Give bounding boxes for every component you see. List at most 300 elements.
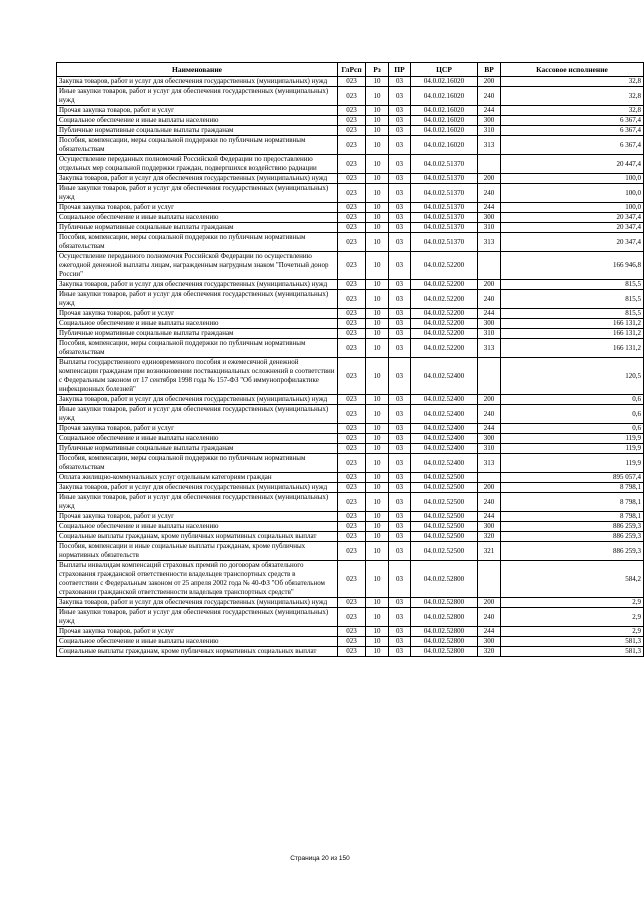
cell-vr: 244 (478, 203, 501, 213)
cell-rz: 10 (366, 493, 389, 512)
cell-rz: 10 (366, 358, 389, 395)
cell-pr: 03 (389, 309, 411, 319)
cell-csr: 04.0.02.52800 (411, 627, 478, 637)
table-row (57, 512, 644, 522)
cell-name: Закупка товаров, работ и услуг для обеспечения государственных (муниципальных) нужд (57, 598, 338, 608)
cell-amount: 166 131,2 (501, 329, 644, 339)
cell-grbs: 023 (338, 647, 366, 657)
cell-csr: 04.0.02.52200 (411, 339, 478, 358)
cell-name: Иные закупки товаров, работ и услуг для обеспечения государственных (муниципальных) нужд (57, 493, 338, 512)
cell-rz: 10 (366, 444, 389, 454)
cell-pr: 03 (389, 405, 411, 424)
cell-amount: 6 367,4 (501, 136, 644, 155)
cell-vr: 244 (478, 106, 501, 116)
cell-grbs: 023 (338, 444, 366, 454)
cell-name: Публичные нормативные социальные выплаты гражданам (57, 444, 338, 454)
cell-pr: 03 (389, 434, 411, 444)
cell-amount: 119,9 (501, 434, 644, 444)
cell-grbs: 023 (338, 358, 366, 395)
cell-pr: 03 (389, 454, 411, 473)
cell-vr: 300 (478, 319, 501, 329)
cell-csr: 04.0.02.51370 (411, 203, 478, 213)
cell-amount: 815,5 (501, 309, 644, 319)
table-row (57, 184, 644, 203)
table-row (57, 483, 644, 493)
cell-vr (478, 252, 501, 280)
cell-rz: 10 (366, 339, 389, 358)
table-row (57, 647, 644, 657)
cell-name: Закупка товаров, работ и услуг для обеспечения государственных (муниципальных) нужд (57, 174, 338, 184)
table-row (57, 87, 644, 106)
cell-rz: 10 (366, 434, 389, 444)
cell-rz: 10 (366, 424, 389, 434)
table-row (57, 627, 644, 637)
cell-pr: 03 (389, 126, 411, 136)
cell-amount: 32,8 (501, 106, 644, 116)
cell-pr: 03 (389, 424, 411, 434)
cell-vr: 310 (478, 329, 501, 339)
cell-grbs: 023 (338, 319, 366, 329)
cell-amount: 100,0 (501, 184, 644, 203)
table-row (57, 454, 644, 473)
cell-grbs: 023 (338, 532, 366, 542)
cell-pr: 03 (389, 483, 411, 493)
cell-csr: 04.0.02.52200 (411, 252, 478, 280)
cell-amount: 0,6 (501, 424, 644, 434)
cell-grbs: 023 (338, 87, 366, 106)
cell-grbs: 023 (338, 106, 366, 116)
cell-vr: 240 (478, 87, 501, 106)
cell-csr: 04.0.02.52800 (411, 598, 478, 608)
cell-rz: 10 (366, 290, 389, 309)
table-row (57, 395, 644, 405)
cell-grbs: 023 (338, 454, 366, 473)
cell-rz: 10 (366, 542, 389, 561)
cell-rz: 10 (366, 395, 389, 405)
cell-grbs: 023 (338, 483, 366, 493)
budget-execution-table (56, 62, 644, 657)
table-row (57, 598, 644, 608)
cell-name: Прочая закупка товаров, работ и услуг (57, 309, 338, 319)
cell-pr: 03 (389, 512, 411, 522)
cell-rz: 10 (366, 174, 389, 184)
cell-csr: 04.0.02.51370 (411, 213, 478, 223)
cell-vr: 300 (478, 637, 501, 647)
cell-vr: 320 (478, 532, 501, 542)
cell-amount: 886 259,3 (501, 522, 644, 532)
cell-pr: 03 (389, 532, 411, 542)
table-row (57, 77, 644, 87)
cell-amount: 6 367,4 (501, 126, 644, 136)
cell-rz: 10 (366, 329, 389, 339)
cell-vr: 200 (478, 395, 501, 405)
cell-vr: 313 (478, 454, 501, 473)
cell-rz: 10 (366, 184, 389, 203)
cell-name: Оплата жилищно-коммунальных услуг отдельным категориям граждан (57, 473, 338, 483)
cell-amount: 32,8 (501, 87, 644, 106)
cell-csr: 04.0.02.52400 (411, 424, 478, 434)
cell-name: Публичные нормативные социальные выплаты гражданам (57, 223, 338, 233)
cell-vr (478, 358, 501, 395)
table-row (57, 542, 644, 561)
cell-amount: 166 946,8 (501, 252, 644, 280)
cell-vr: 300 (478, 434, 501, 444)
cell-name: Выплаты инвалидам компенсаций страховых премий по договорам обязательного страхования гражданской ответственности владельцев транспортных средств в соответствии с Федеральным законом от 25 апреля 2002 года № 40-ФЗ "Об обязательном страховании гражданской ответственности владельцев транспортных средств" (57, 561, 338, 598)
table-row (57, 444, 644, 454)
cell-csr: 04.0.02.52500 (411, 522, 478, 532)
cell-amount: 584,2 (501, 561, 644, 598)
cell-name: Социальное обеспечение и иные выплаты населению (57, 434, 338, 444)
table-row (57, 532, 644, 542)
cell-csr: 04.0.02.16020 (411, 106, 478, 116)
table-row (57, 329, 644, 339)
cell-name: Иные закупки товаров, работ и услуг для обеспечения государственных (муниципальных) нужд (57, 608, 338, 627)
cell-csr: 04.0.02.51370 (411, 223, 478, 233)
cell-pr: 03 (389, 319, 411, 329)
cell-grbs: 023 (338, 473, 366, 483)
cell-csr: 04.0.02.52400 (411, 444, 478, 454)
cell-name: Прочая закупка товаров, работ и услуг (57, 203, 338, 213)
cell-pr: 03 (389, 213, 411, 223)
cell-pr: 03 (389, 395, 411, 405)
cell-vr: 313 (478, 233, 501, 252)
cell-name: Социальные выплаты гражданам, кроме публичных нормативных социальных выплат (57, 532, 338, 542)
cell-amount: 2,9 (501, 598, 644, 608)
cell-vr: 244 (478, 627, 501, 637)
cell-pr: 03 (389, 473, 411, 483)
cell-grbs: 023 (338, 405, 366, 424)
cell-pr: 03 (389, 233, 411, 252)
cell-pr: 03 (389, 647, 411, 657)
cell-rz: 10 (366, 280, 389, 290)
cell-amount: 8 798,1 (501, 493, 644, 512)
cell-vr: 240 (478, 405, 501, 424)
cell-rz: 10 (366, 532, 389, 542)
cell-csr: 04.0.02.16020 (411, 126, 478, 136)
cell-grbs: 023 (338, 290, 366, 309)
cell-name: Выплаты государственного единовременного пособия и ежемесячной денежной компенсации гражданам при возникновении поствакцинальных осложнений в соответствии с Федеральным законом от 17 сентября 1998 года № 157-ФЗ "Об иммунопрофилактике инфекционных болезней" (57, 358, 338, 395)
cell-rz: 10 (366, 252, 389, 280)
table-row (57, 434, 644, 444)
cell-amount: 581,3 (501, 647, 644, 657)
cell-vr: 320 (478, 647, 501, 657)
cell-vr: 244 (478, 424, 501, 434)
cell-name: Прочая закупка товаров, работ и услуг (57, 424, 338, 434)
table-row (57, 280, 644, 290)
cell-rz: 10 (366, 598, 389, 608)
cell-amount: 886 259,3 (501, 532, 644, 542)
cell-rz: 10 (366, 223, 389, 233)
cell-pr: 03 (389, 203, 411, 213)
cell-grbs: 023 (338, 126, 366, 136)
cell-name: Иные закупки товаров, работ и услуг для обеспечения государственных (муниципальных) нужд (57, 290, 338, 309)
cell-vr: 300 (478, 116, 501, 126)
cell-grbs: 023 (338, 184, 366, 203)
cell-grbs: 023 (338, 136, 366, 155)
cell-csr: 04.0.02.51370 (411, 184, 478, 203)
table-row (57, 155, 644, 174)
cell-grbs: 023 (338, 116, 366, 126)
table-row (57, 126, 644, 136)
cell-grbs: 023 (338, 598, 366, 608)
cell-amount: 20 347,4 (501, 223, 644, 233)
cell-pr: 03 (389, 358, 411, 395)
table-row (57, 106, 644, 116)
table-row (57, 174, 644, 184)
cell-grbs: 023 (338, 434, 366, 444)
cell-csr: 04.0.02.52200 (411, 280, 478, 290)
table-row (57, 473, 644, 483)
cell-rz: 10 (366, 136, 389, 155)
cell-name: Социальное обеспечение и иные выплаты населению (57, 637, 338, 647)
table-row (57, 203, 644, 213)
cell-vr: 300 (478, 213, 501, 223)
cell-rz: 10 (366, 233, 389, 252)
cell-pr: 03 (389, 522, 411, 532)
cell-amount: 8 798,1 (501, 483, 644, 493)
header-grbs: ГлРсп (338, 63, 366, 77)
cell-grbs: 023 (338, 522, 366, 532)
cell-csr: 04.0.02.52200 (411, 319, 478, 329)
cell-amount: 100,0 (501, 203, 644, 213)
cell-grbs: 023 (338, 213, 366, 223)
cell-rz: 10 (366, 116, 389, 126)
cell-pr: 03 (389, 280, 411, 290)
table-row (57, 637, 644, 647)
cell-grbs: 023 (338, 155, 366, 174)
table-row (57, 136, 644, 155)
header-pr: ПР (389, 63, 411, 77)
cell-grbs: 023 (338, 542, 366, 561)
cell-rz: 10 (366, 126, 389, 136)
cell-grbs: 023 (338, 203, 366, 213)
cell-vr (478, 155, 501, 174)
cell-name: Пособия, компенсации и иные социальные выплаты гражданам, кроме публичных нормативных обязательств (57, 542, 338, 561)
cell-csr: 04.0.02.52400 (411, 395, 478, 405)
cell-amount: 119,9 (501, 454, 644, 473)
cell-rz: 10 (366, 522, 389, 532)
page-number: Страница 20 из 150 (290, 855, 350, 862)
cell-amount: 120,5 (501, 358, 644, 395)
cell-name: Закупка товаров, работ и услуг для обеспечения государственных (муниципальных) нужд (57, 280, 338, 290)
cell-rz: 10 (366, 309, 389, 319)
cell-rz: 10 (366, 87, 389, 106)
cell-name: Прочая закупка товаров, работ и услуг (57, 627, 338, 637)
cell-amount: 2,9 (501, 608, 644, 627)
cell-rz: 10 (366, 203, 389, 213)
cell-vr: 240 (478, 290, 501, 309)
cell-vr: 200 (478, 77, 501, 87)
cell-name: Закупка товаров, работ и услуг для обеспечения государственных (муниципальных) нужд (57, 77, 338, 87)
header-name: Наименование (57, 63, 338, 77)
cell-pr: 03 (389, 77, 411, 87)
cell-csr: 04.0.02.52200 (411, 329, 478, 339)
table-row (57, 213, 644, 223)
cell-rz: 10 (366, 627, 389, 637)
cell-name: Прочая закупка товаров, работ и услуг (57, 512, 338, 522)
cell-grbs: 023 (338, 627, 366, 637)
cell-amount: 0,6 (501, 405, 644, 424)
cell-pr: 03 (389, 252, 411, 280)
cell-amount: 8 798,1 (501, 512, 644, 522)
cell-grbs: 023 (338, 512, 366, 522)
cell-rz: 10 (366, 512, 389, 522)
cell-grbs: 023 (338, 637, 366, 647)
table-row (57, 233, 644, 252)
cell-pr: 03 (389, 598, 411, 608)
cell-grbs: 023 (338, 493, 366, 512)
cell-name: Иные закупки товаров, работ и услуг для обеспечения государственных (муниципальных) нужд (57, 184, 338, 203)
table-row (57, 319, 644, 329)
cell-csr: 04.0.02.52200 (411, 290, 478, 309)
cell-grbs: 023 (338, 77, 366, 87)
cell-csr: 04.0.02.52500 (411, 532, 478, 542)
table-row (57, 493, 644, 512)
cell-name: Пособия, компенсации, меры социальной поддержки по публичным нормативным обязательствам (57, 233, 338, 252)
cell-rz: 10 (366, 405, 389, 424)
cell-csr: 04.0.02.51370 (411, 233, 478, 252)
cell-vr: 313 (478, 136, 501, 155)
cell-vr: 200 (478, 280, 501, 290)
cell-amount: 166 131,2 (501, 339, 644, 358)
header-amount: Кассовое исполнение (501, 63, 644, 77)
cell-amount: 895 057,4 (501, 473, 644, 483)
cell-rz: 10 (366, 637, 389, 647)
table-row (57, 405, 644, 424)
cell-amount: 20 347,4 (501, 213, 644, 223)
cell-pr: 03 (389, 174, 411, 184)
cell-vr: 310 (478, 444, 501, 454)
header-rz: Рз (366, 63, 389, 77)
cell-amount: 886 259,3 (501, 542, 644, 561)
cell-pr: 03 (389, 136, 411, 155)
cell-name: Прочая закупка товаров, работ и услуг (57, 106, 338, 116)
table-row (57, 116, 644, 126)
cell-csr: 04.0.02.52500 (411, 512, 478, 522)
cell-vr: 244 (478, 512, 501, 522)
cell-rz: 10 (366, 483, 389, 493)
cell-amount: 119,9 (501, 444, 644, 454)
cell-pr: 03 (389, 444, 411, 454)
cell-amount: 0,6 (501, 395, 644, 405)
cell-csr: 04.0.02.52500 (411, 493, 478, 512)
cell-name: Социальное обеспечение и иные выплаты населению (57, 116, 338, 126)
cell-csr: 04.0.02.52500 (411, 542, 478, 561)
cell-csr: 04.0.02.52800 (411, 608, 478, 627)
cell-csr: 04.0.02.16020 (411, 77, 478, 87)
cell-pr: 03 (389, 542, 411, 561)
cell-vr: 240 (478, 608, 501, 627)
cell-rz: 10 (366, 647, 389, 657)
cell-vr: 240 (478, 493, 501, 512)
cell-pr: 03 (389, 561, 411, 598)
cell-vr: 240 (478, 184, 501, 203)
cell-amount: 2,9 (501, 627, 644, 637)
cell-grbs: 023 (338, 233, 366, 252)
cell-name: Социальное обеспечение и иные выплаты населению (57, 319, 338, 329)
cell-name: Пособия, компенсации, меры социальной поддержки по публичным нормативным обязательствам (57, 136, 338, 155)
cell-vr: 310 (478, 223, 501, 233)
cell-pr: 03 (389, 637, 411, 647)
cell-name: Социальные выплаты гражданам, кроме публичных нормативных социальных выплат (57, 647, 338, 657)
table-row (57, 424, 644, 434)
cell-grbs: 023 (338, 174, 366, 184)
table-row (57, 290, 644, 309)
cell-amount: 581,3 (501, 637, 644, 647)
cell-amount: 32,8 (501, 77, 644, 87)
cell-vr: 244 (478, 309, 501, 319)
cell-amount: 815,5 (501, 280, 644, 290)
table-row (57, 339, 644, 358)
cell-csr: 04.0.02.16020 (411, 87, 478, 106)
cell-pr: 03 (389, 290, 411, 309)
cell-rz: 10 (366, 77, 389, 87)
cell-name: Пособия, компенсации, меры социальной поддержки по публичным нормативным обязательствам (57, 339, 338, 358)
table-header-row (57, 63, 644, 77)
cell-csr: 04.0.02.52400 (411, 358, 478, 395)
cell-pr: 03 (389, 329, 411, 339)
cell-vr: 310 (478, 126, 501, 136)
cell-vr: 200 (478, 598, 501, 608)
cell-vr (478, 561, 501, 598)
cell-pr: 03 (389, 155, 411, 174)
cell-vr: 200 (478, 483, 501, 493)
cell-rz: 10 (366, 608, 389, 627)
cell-amount: 6 367,4 (501, 116, 644, 126)
cell-csr: 04.0.02.16020 (411, 136, 478, 155)
cell-csr: 04.0.02.52800 (411, 647, 478, 657)
cell-pr: 03 (389, 87, 411, 106)
cell-pr: 03 (389, 184, 411, 203)
cell-vr: 200 (478, 174, 501, 184)
cell-csr: 04.0.02.52400 (411, 405, 478, 424)
cell-csr: 04.0.02.52400 (411, 454, 478, 473)
cell-csr: 04.0.02.16020 (411, 116, 478, 126)
cell-grbs: 023 (338, 608, 366, 627)
cell-rz: 10 (366, 473, 389, 483)
cell-pr: 03 (389, 627, 411, 637)
header-vr: ВР (478, 63, 501, 77)
cell-pr: 03 (389, 223, 411, 233)
cell-name: Социальное обеспечение и иные выплаты населению (57, 522, 338, 532)
cell-vr (478, 473, 501, 483)
cell-grbs: 023 (338, 223, 366, 233)
cell-name: Публичные нормативные социальные выплаты гражданам (57, 126, 338, 136)
cell-grbs: 023 (338, 561, 366, 598)
cell-name: Осуществление переданного полномочия Российской Федерации по осуществлению ежегодной денежной выплаты лицам, награжденным нагрудным знаком "Почетный донор России" (57, 252, 338, 280)
cell-csr: 04.0.02.52400 (411, 434, 478, 444)
table-row (57, 252, 644, 280)
cell-name: Публичные нормативные социальные выплаты гражданам (57, 329, 338, 339)
cell-name: Иные закупки товаров, работ и услуг для обеспечения государственных (муниципальных) нужд (57, 87, 338, 106)
cell-amount: 166 131,2 (501, 319, 644, 329)
cell-csr: 04.0.02.52500 (411, 483, 478, 493)
cell-name: Иные закупки товаров, работ и услуг для обеспечения государственных (муниципальных) нужд (57, 405, 338, 424)
table-row (57, 358, 644, 395)
table-row (57, 522, 644, 532)
cell-rz: 10 (366, 319, 389, 329)
cell-grbs: 023 (338, 280, 366, 290)
cell-csr: 04.0.02.51370 (411, 155, 478, 174)
cell-name: Закупка товаров, работ и услуг для обеспечения государственных (муниципальных) нужд (57, 483, 338, 493)
cell-grbs: 023 (338, 309, 366, 319)
cell-name: Пособия, компенсации, меры социальной поддержки по публичным нормативным обязательствам (57, 454, 338, 473)
cell-amount: 815,5 (501, 290, 644, 309)
cell-rz: 10 (366, 454, 389, 473)
cell-csr: 04.0.02.51370 (411, 174, 478, 184)
cell-pr: 03 (389, 493, 411, 512)
cell-vr: 321 (478, 542, 501, 561)
